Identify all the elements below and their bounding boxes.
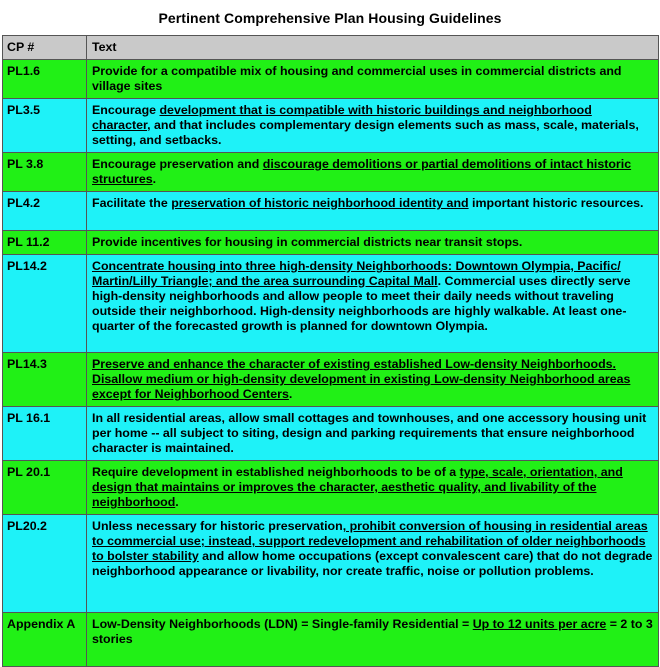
row-code: PL14.3 [3, 353, 87, 407]
row-text [87, 353, 659, 407]
guidelines-table [2, 35, 659, 667]
row-code: PL 3.8 [3, 153, 87, 192]
text-underlined: type, scale, orientation, and design that maintains or improves the character, aesthetic quality, and livability of the neighborhood [92, 465, 623, 509]
row-text [87, 99, 659, 153]
row-code: PL 11.2 [3, 231, 87, 255]
text-underlined: Preserve and enhance the character of existing established Low-density Neighborhoods. Disallow medium or high-density development in existing Low-density Neighborhood areas except for Neighborhood Centers [92, 357, 631, 401]
text-plain: = 2 to 3 stories [92, 617, 653, 646]
document-title: Pertinent Comprehensive Plan Housing Guidelines [158, 10, 502, 26]
text-plain: Facilitate the [92, 196, 172, 210]
text-plain: . Commercial uses directly serve high-density neighborhoods and allow people to meet their daily needs without traveling outside their neighborhood. High-density neighborhoods are highly walkable. At least one-quarter of the forecasted growth is planned for downtown Olympia. [92, 274, 631, 333]
table-row [3, 255, 659, 353]
table-row [3, 99, 659, 153]
row-text [87, 515, 659, 613]
column-header-cp: CP # [3, 36, 87, 60]
row-text [87, 231, 659, 255]
table-row [3, 60, 659, 99]
table-row [3, 353, 659, 407]
text-plain: Low-Density Neighborhoods (LDN) = Single-family Residential = [92, 617, 473, 631]
row-code: PL 16.1 [3, 407, 87, 461]
table-row [3, 153, 659, 192]
table-row [3, 613, 659, 667]
text-plain: Encourage preservation and [92, 157, 263, 171]
text-underlined: Concentrate housing into three high-density Neighborhoods: Downtown Olympia, Pacific/ Martin/Lilly Triangle; and the area surrounding Capital Mall [92, 259, 621, 288]
table-header-row [3, 36, 659, 60]
row-text [87, 60, 659, 99]
text-underlined: , prohibit conversion of housing in residential areas to commercial use; instead, support redevelopment and rehabilitation of older neighborhoods to bolster stability [92, 519, 648, 563]
text-underlined: preservation of historic neighborhood identity and [171, 196, 469, 210]
row-text [87, 153, 659, 192]
table-row [3, 407, 659, 461]
row-code: PL4.2 [3, 192, 87, 231]
table-row [3, 192, 659, 231]
row-code: Appendix A [3, 613, 87, 667]
row-text [87, 613, 659, 667]
text-plain: important historic resources. [468, 196, 644, 210]
text-plain: Require development in established neighborhoods to be of a [92, 465, 460, 479]
row-code: PL20.2 [3, 515, 87, 613]
row-text [87, 407, 659, 461]
text-plain: Unless necessary for historic preservation [92, 519, 343, 533]
text-plain: and allow home occupations (except convalescent care) that do not degrade neighborhood appearance or livability, nor create traffic, noise or pollution problems. [92, 549, 653, 578]
text-plain: . [152, 172, 157, 186]
text-plain: Provide for a compatible mix of housing and commercial uses in commercial districts and village sites [92, 64, 622, 93]
text-underlined: development that is compatible with historic buildings and neighborhood character [92, 103, 592, 132]
row-code: PL1.6 [3, 60, 87, 99]
row-text [87, 255, 659, 353]
table-row [3, 515, 659, 613]
row-code: PL 20.1 [3, 461, 87, 515]
row-code: PL14.2 [3, 255, 87, 353]
text-underlined: Up to 12 units per acre [472, 617, 607, 631]
table-row [3, 231, 659, 255]
text-plain: . [288, 387, 293, 401]
row-text [87, 461, 659, 515]
text-plain: In all residential areas, allow small cottages and townhouses, and one accessory housing unit per home -- all subject to siting, design and parking requirements that ensure neighborhood character is maintained. [92, 411, 647, 455]
table-row [3, 461, 659, 515]
text-plain: Encourage [92, 103, 160, 117]
text-underlined: discourage demolitions or partial demolitions of intact historic structures [92, 157, 632, 186]
row-text [87, 192, 659, 231]
column-header-text: Text [87, 36, 659, 60]
text-plain: . [175, 495, 179, 509]
text-plain: , and that includes complementary design elements such as mass, scale, materials, setting, and setbacks. [92, 118, 639, 147]
text-plain: Provide incentives for housing in commercial districts near transit stops. [92, 235, 523, 249]
row-code: PL3.5 [3, 99, 87, 153]
